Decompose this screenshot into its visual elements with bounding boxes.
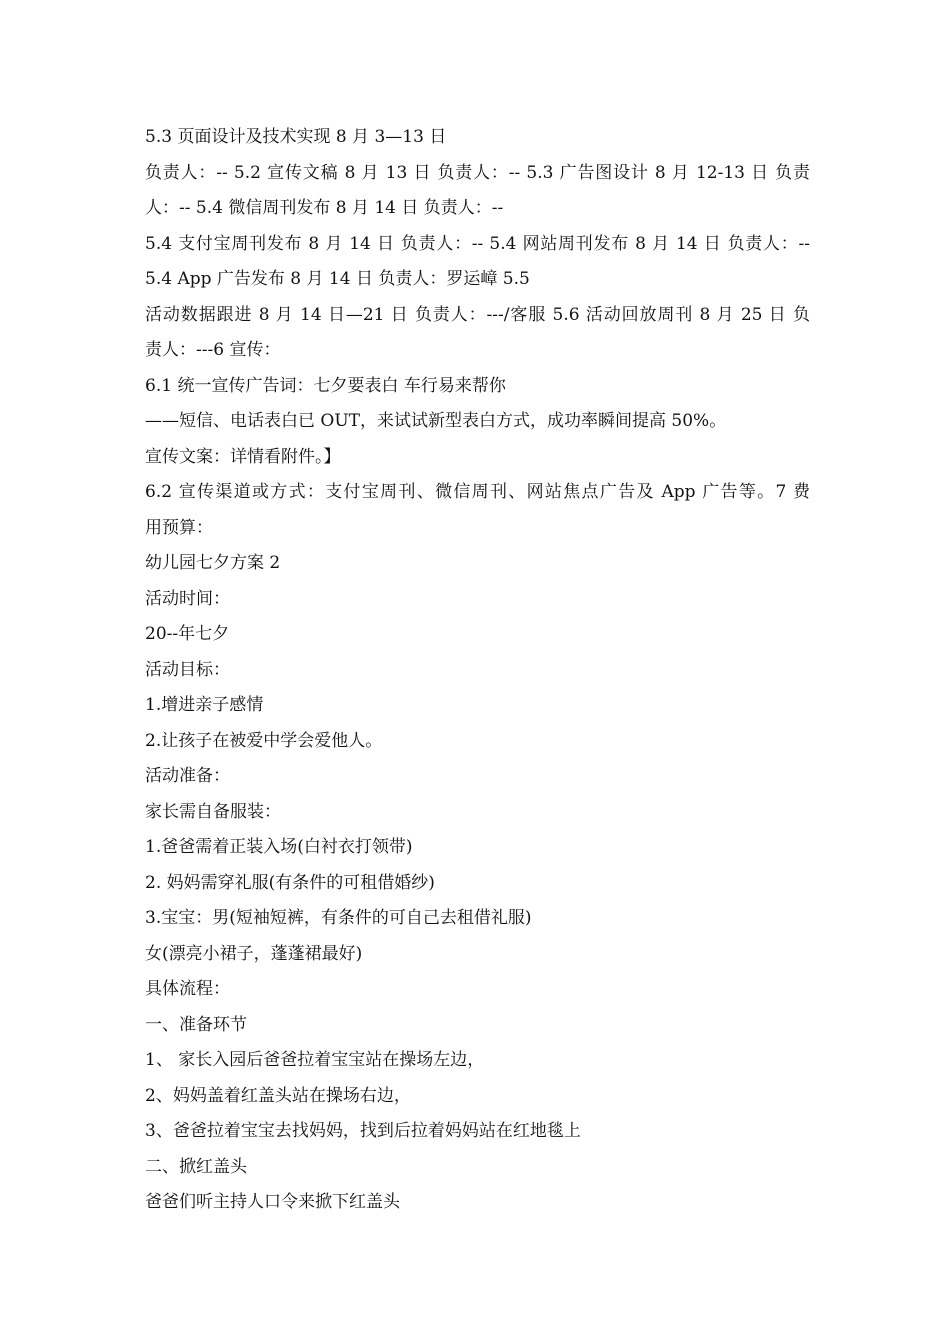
text-line: 6.1 统一宣传广告词：七夕要表白 车行易来帮你 — [145, 375, 506, 396]
text-line: 1、 家长入园后爸爸拉着宝宝站在操场左边， — [145, 1050, 485, 1070]
text-line: 爸爸们听主持人口令来掀下红盖头 — [145, 1192, 400, 1212]
text-line: 2. 妈妈需穿礼服(有条件的可租借婚纱) — [145, 872, 435, 893]
text-line: 幼儿园七夕方案 2 — [145, 553, 281, 573]
text-line: 1.爸爸需着正装入场(白衬衣打领带) — [145, 837, 413, 857]
text-line: 活动准备： — [145, 766, 230, 786]
text-line: 负责人：-- 5.2 宣传文稿 8 月 13 日 负责人：-- 5.3 广告图设计 8 月 12-13 日 负责 — [145, 162, 810, 183]
text-line: 5.4 支付宝周刊发布 8 月 14 日 负责人：-- 5.4 网站周刊发布 8 月 14 日 负责人：-- — [145, 233, 810, 254]
text-line: 女(漂亮小裙子，蓬蓬裙最好) — [145, 943, 363, 964]
text-line: 6.2 宣传渠道或方式：支付宝周刊、微信周刊、网站焦点广告及 App 广告等。7 费 — [145, 482, 810, 502]
text-line: 责人：---6 宣传： — [145, 340, 281, 360]
text-line: 用预算： — [145, 517, 213, 538]
text-line: 5.4 App 广告发布 8 月 14 日 负责人：罗运嶂 5.5 — [145, 269, 530, 289]
text-line: ——短信、电话表白已 OUT，来试试新型表白方式，成功率瞬间提高 50%。 — [145, 411, 727, 431]
text-line: 20--年七夕 — [145, 624, 230, 644]
text-line: 活动数据跟进 8 月 14 日—21 日 负责人：---/客服 5.6 活动回放周刊 8 月 25 日 负 — [145, 304, 810, 325]
text-line: 宣传文案：详情看附件。】 — [145, 446, 341, 467]
text-line: 具体流程： — [145, 979, 230, 999]
text-line: 3.宝宝：男(短袖短裤，有条件的可自己去租借礼服) — [145, 908, 532, 928]
text-line: 家长需自备服装： — [145, 801, 281, 822]
text-line: 2.让孩子在被爱中学会爱他人。 — [145, 730, 383, 751]
text-line: 一、准备环节 — [145, 1014, 247, 1035]
text-line: 1.增进亲子感情 — [145, 695, 264, 715]
text-line: 人：-- 5.4 微信周刊发布 8 月 14 日 负责人：-- — [145, 198, 504, 218]
text-line: 二、掀红盖头 — [145, 1156, 247, 1177]
text-line: 3、爸爸拉着宝宝去找妈妈，找到后拉着妈妈站在红地毯上 — [145, 1121, 581, 1141]
text-line: 活动目标： — [145, 659, 230, 680]
text-line: 活动时间： — [145, 588, 230, 609]
text-line: 2、妈妈盖着红盖头站在操场右边， — [145, 1085, 411, 1106]
document-body — [145, 120, 810, 1221]
text-line: 5.3 页面设计及技术实现 8 月 3—13 日 — [145, 127, 447, 147]
